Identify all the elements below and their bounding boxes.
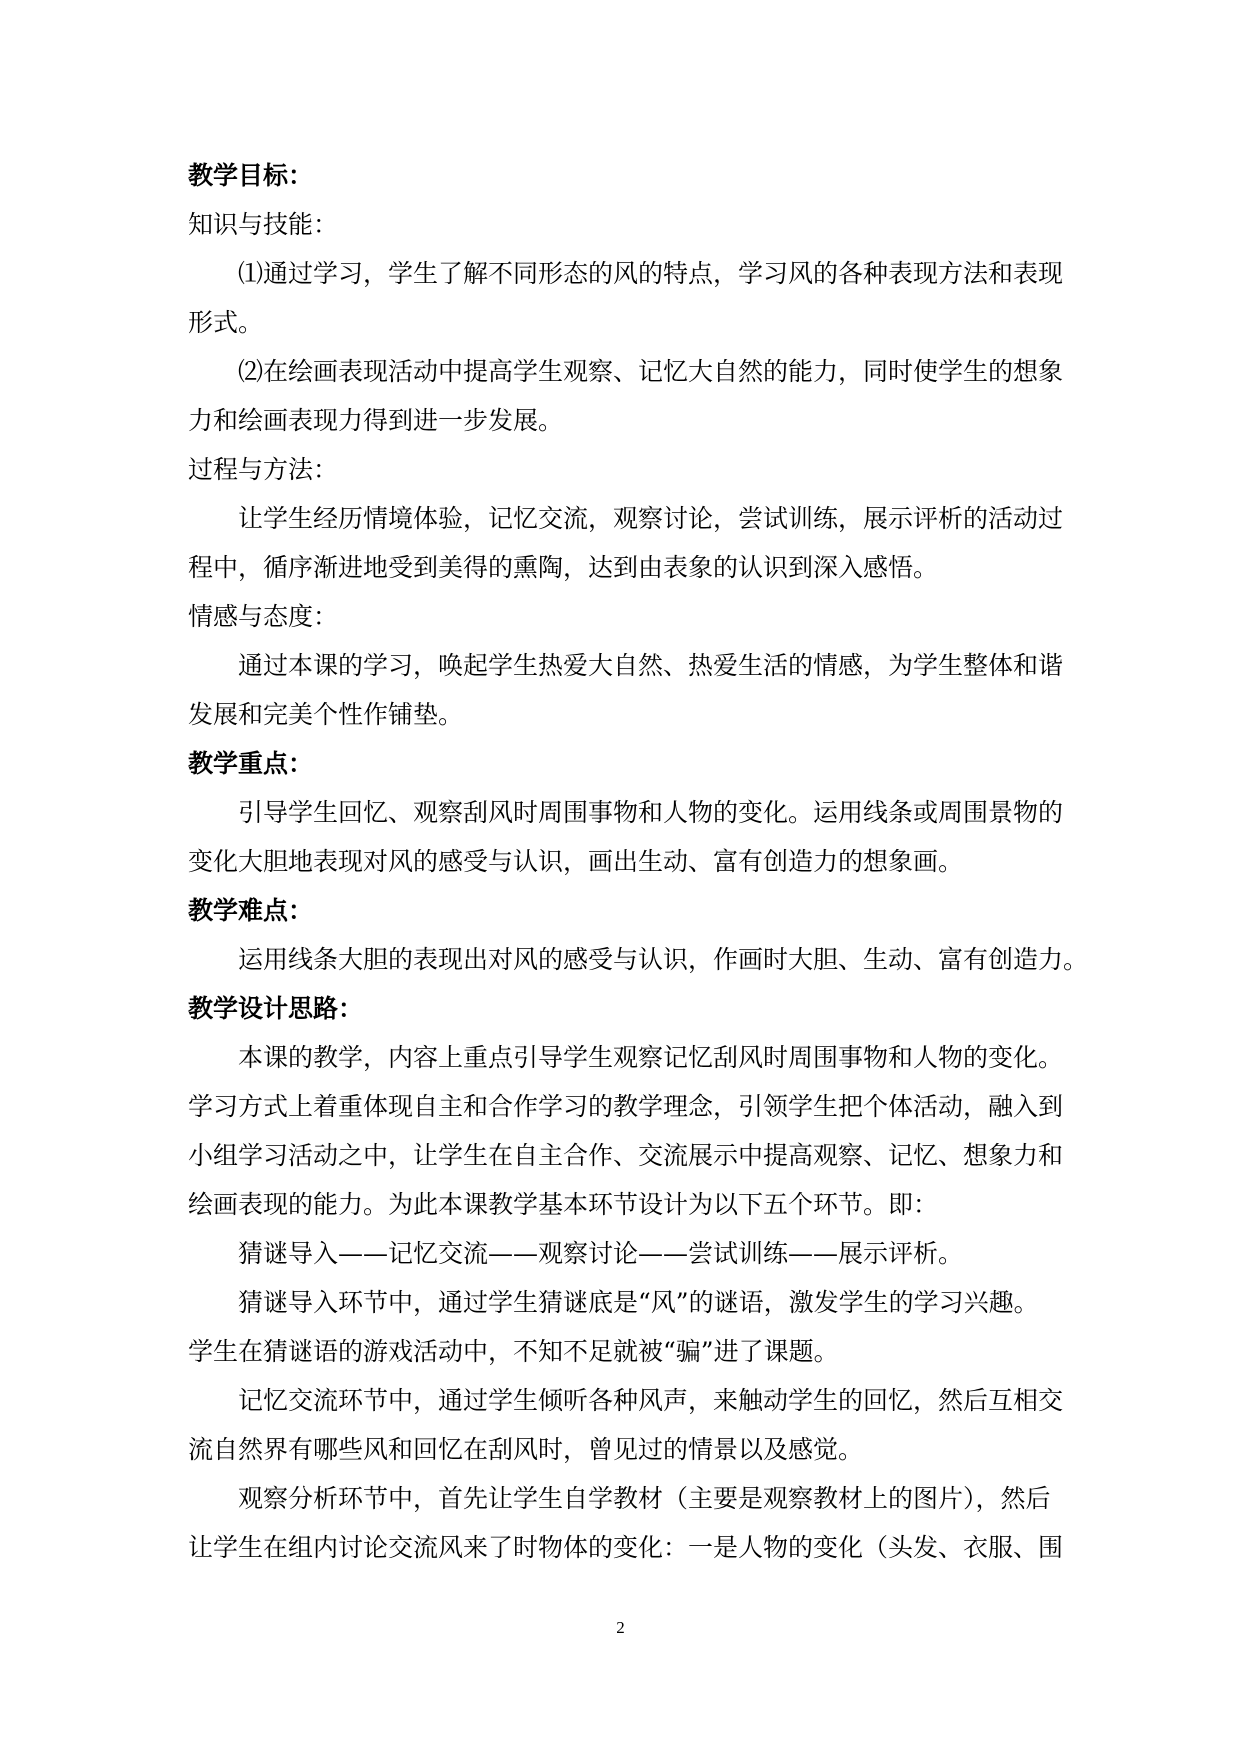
section-heading: 教学难点： [188,896,314,925]
text-line: 记忆交流环节中，通过学生倾听各种风声，来触动学生的回忆，然后互相交 [238,1386,1064,1415]
text-line: 猜谜导入——记忆交流——观察讨论——尝试训练——展示评析。 [238,1239,964,1268]
text-line: 引导学生回忆、观察刮风时周围事物和人物的变化。运用线条或周围景物的 [238,798,1064,827]
text-line: 让学生经历情境体验，记忆交流，观察讨论，尝试训练，展示评析的活动过 [238,504,1064,533]
text-line: 学生在猜谜语的游戏活动中，不知不足就被“骗”进了课题。 [188,1337,839,1366]
text-line: 猜谜导入环节中，通过学生猜谜底是“风”的谜语，激发学生的学习兴趣。 [238,1288,1039,1317]
text-line: 程中，循序渐进地受到美得的熏陶，达到由表象的认识到深入感悟。 [188,553,939,582]
subsection-label: 知识与技能： [188,210,339,239]
text-line: 发展和完美个性作铺垫。 [188,700,464,729]
text-line: ⑵在绘画表现活动中提高学生观察、记忆大自然的能力，同时使学生的想象 [238,357,1064,386]
text-line: 绘画表现的能力。为此本课教学基本环节设计为以下五个环节。即： [188,1190,939,1219]
text-line: 形式。 [188,308,264,337]
text-line: 让学生在组内讨论交流风来了时物体的变化：一是人物的变化（头发、衣服、围 [188,1533,1064,1562]
text-line: 流自然界有哪些风和回忆在刮风时，曾见过的情景以及感觉。 [188,1435,864,1464]
text-line: ⑴通过学习，学生了解不同形态的风的特点，学习风的各种表现方法和表现 [238,259,1064,288]
text-line: 通过本课的学习，唤起学生热爱大自然、热爱生活的情感，为学生整体和谐 [238,651,1064,680]
page-number: 2 [616,1618,625,1637]
text-line: 小组学习活动之中，让学生在自主合作、交流展示中提高观察、记忆、想象力和 [188,1141,1064,1170]
text-line: 运用线条大胆的表现出对风的感受与认识，作画时大胆、生动、富有创造力。 [238,945,1089,974]
text-line: 观察分析环节中，首先让学生自学教材（主要是观察教材上的图片），然后 [238,1484,1051,1513]
section-heading: 教学目标： [188,161,314,190]
text-line: 力和绘画表现力得到进一步发展。 [188,406,564,435]
subsection-label: 过程与方法： [188,455,339,484]
section-heading: 教学设计思路： [188,994,364,1023]
subsection-label: 情感与态度： [188,602,339,631]
text-line: 本课的教学，内容上重点引导学生观察记忆刮风时周围事物和人物的变化。 [238,1043,1064,1072]
section-heading: 教学重点： [188,749,314,778]
text-line: 学习方式上着重体现自主和合作学习的教学理念，引领学生把个体活动，融入到 [188,1092,1064,1121]
document-body [188,158,1089,1579]
text-line: 变化大胆地表现对风的感受与认识，画出生动、富有创造力的想象画。 [188,847,964,876]
